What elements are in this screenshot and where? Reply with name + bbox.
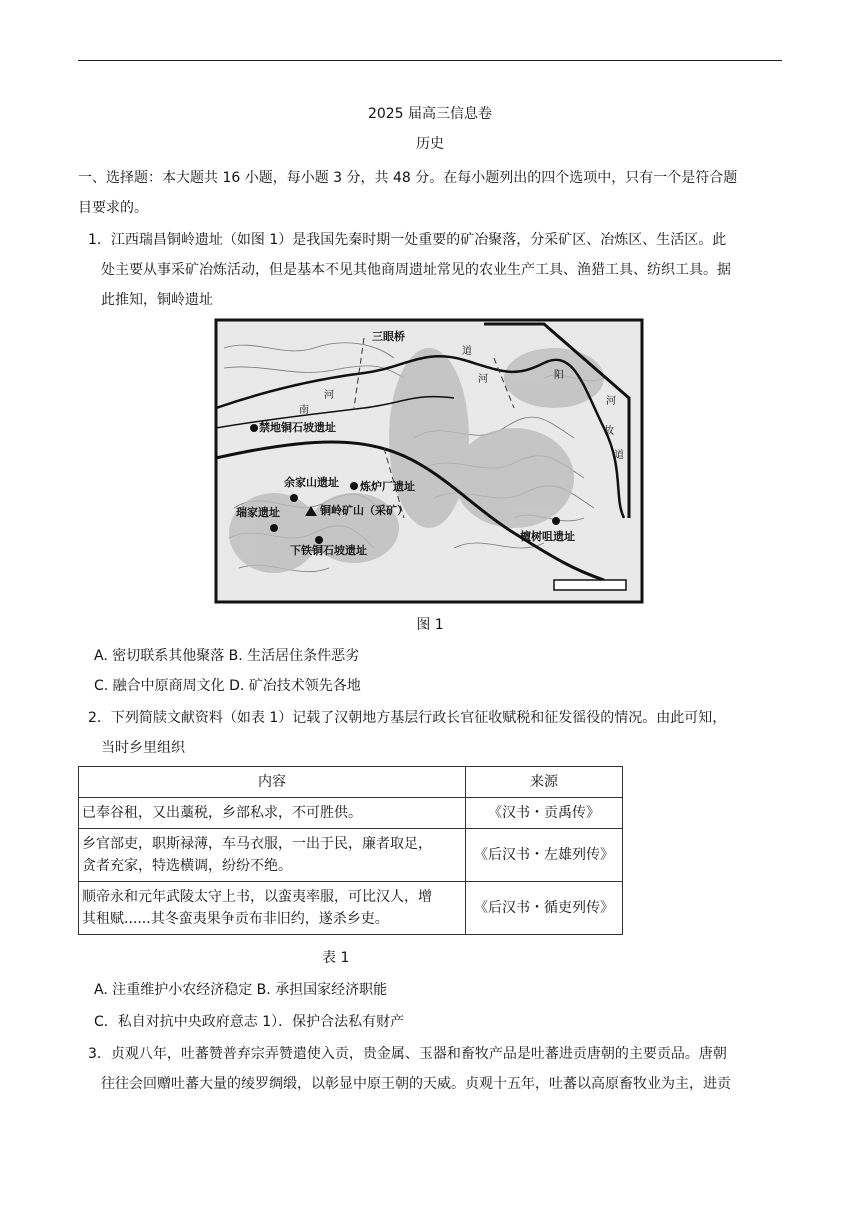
table-cell-content <box>79 798 466 829</box>
q1-stem-line1: 1．江西瑞昌铜岭遗址（如图 1）是我国先秦时期一处重要的矿冶聚落，分采矿区、冶炼区、生活区。此 <box>88 232 727 248</box>
table-header-source: 来源 <box>466 767 623 798</box>
map-label-he2: 河 <box>324 390 334 401</box>
table-header-content: 内容 <box>79 767 466 798</box>
map-label-nan: 阳 <box>554 370 564 381</box>
table-cell-source: 《后汉书・循吏列传》 <box>466 882 623 935</box>
q1-options-ab: A. 密切联系其他聚落 B. 生活居住条件恶劣 <box>94 648 360 664</box>
map-label-yang: 河 <box>606 396 616 407</box>
section-intro-line1: 一、选择题：本大题共 16 小题，每小题 3 分，共 48 分。在每小题列出的四个选项中，只有一个是符合题 <box>78 170 738 186</box>
map-label-site6: 下铁铜石坡遗址 <box>290 544 367 557</box>
q2-stem-line1: 2．下列简牍文献资料（如表 1）记载了汉朝地方基层行政长官征收赋税和征发徭役的情况。由此可知， <box>88 710 727 726</box>
table-row <box>79 798 623 829</box>
table-caption: 表 1 <box>322 950 350 966</box>
table-header-row <box>79 767 623 798</box>
header-rule <box>78 60 782 61</box>
table-cell-source: 《汉书・贡禹传》 <box>466 798 623 829</box>
q1-stem-line3: 此推知，铜岭遗址 <box>101 292 213 308</box>
q3-stem-line2: 往往会回赠吐蕃大量的绫罗绸缎，以彰显中原王朝的天威。贞观十五年，吐蕃以高原畜牧业为主，进贡 <box>101 1076 731 1092</box>
table-cell-text: 已奉谷租，又出藁税，乡部私求，不可胜供。 <box>82 805 362 821</box>
map-label-site1: 禁地铜石坡遗址 <box>259 421 336 434</box>
map-label-he1: 南 <box>299 405 309 416</box>
map-label-gu: 故 <box>604 426 614 437</box>
table-cell-content <box>79 829 466 882</box>
table-row <box>79 882 623 935</box>
q1-site-map <box>214 318 644 604</box>
q2-stem-line2: 当时乡里组织 <box>101 740 185 756</box>
figure-caption: 图 1 <box>416 617 444 633</box>
table-cell-text: 顺帝永和元年武陵太守上书，以蛮夷率服，可比汉人，增 <box>82 889 432 905</box>
map-label-he3: 河 <box>478 374 488 385</box>
scale-bar <box>554 580 626 590</box>
map-label-top: 三眼桥 <box>372 330 405 343</box>
q1-stem-line2: 处主要从事采矿冶炼活动，但是基本不见其他商周遗址常见的农业生产工具、渔猎工具、纺织工具。据 <box>101 262 731 278</box>
table-row <box>79 829 623 882</box>
map-label-site5: 瑞家遗址 <box>236 506 280 519</box>
exam-title: 2025 届高三信息卷 <box>367 106 493 122</box>
table-cell-content <box>79 882 466 935</box>
map-label-dao: 道 <box>462 346 472 357</box>
q2-options-ab: A. 注重维护小农经济稳定 B. 承担国家经济职能 <box>94 982 388 998</box>
map-label-site2: 余家山遗址 <box>284 476 339 489</box>
q2-table <box>78 766 623 935</box>
table-cell-source: 《后汉书・左雄列传》 <box>466 829 623 882</box>
map-label-site4: 铜岭矿山（采矿） <box>320 504 408 517</box>
q2-options-cd: C．私自对抗中央政府意志 1）．保护合法私有财产 <box>94 1014 405 1030</box>
map-label-site3: 炼炉厂遗址 <box>360 480 415 493</box>
map-label-site7: 檀树咀遗址 <box>520 530 575 543</box>
q1-options-cd: C. 融合中原商周文化 D. 矿冶技术领先各地 <box>94 678 361 694</box>
table-cell-text: 其租赋......其冬蛮夷果争贡布非旧约，遂杀乡吏。 <box>82 911 389 927</box>
table-cell-text: 贪者充家，特选横调，纷纷不绝。 <box>82 858 292 874</box>
q3-stem-line1: 3．贞观八年，吐蕃赞普弃宗弄赞遣使入贡，贵金属、玉器和畜牧产品是吐蕃进贡唐朝的主要贡品。唐朝 <box>88 1046 727 1062</box>
map-label-dao2: 道 <box>614 450 624 461</box>
exam-subject: 历史 <box>416 136 444 152</box>
section-intro-line2: 目要求的。 <box>78 200 148 216</box>
table-cell-text: 乡官部吏，职斯禄薄，车马衣服，一出于民，廉者取足， <box>82 836 432 852</box>
